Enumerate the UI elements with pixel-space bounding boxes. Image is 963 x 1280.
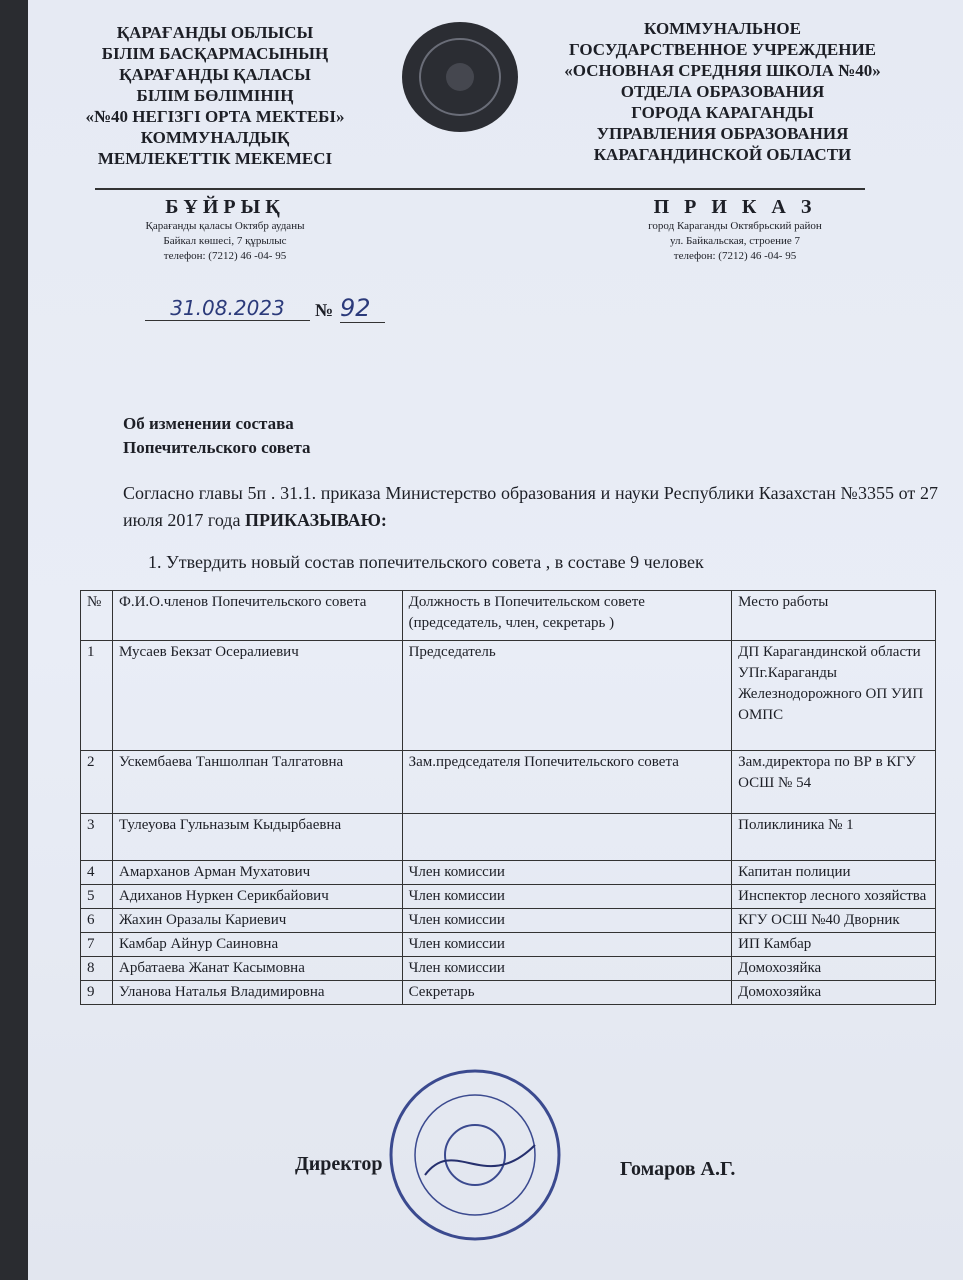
- cell: Зам.директора по ВР в КГУ ОСШ № 54: [732, 751, 936, 814]
- cell: Ускембаева Таншолпан Талгатовна: [112, 751, 402, 814]
- address-line: Қарағанды қаласы Октябр ауданы: [145, 220, 305, 232]
- address-line: город Караганды Октябрьский район: [648, 220, 822, 232]
- cell: [402, 814, 732, 861]
- cell: Член комиссии: [402, 957, 732, 981]
- kz-title-block: [100, 196, 350, 264]
- table-row: [81, 751, 936, 814]
- header-line: ҚАРАҒАНДЫ ОБЛЫСЫ: [116, 23, 314, 42]
- address-line: ул. Байкальская, строение 7: [669, 235, 800, 247]
- cell: Мусаев Бекзат Осералиевич: [112, 641, 402, 751]
- cell: Жахин Оразалы Кариевич: [112, 909, 402, 933]
- header-kz: [70, 22, 360, 169]
- address-line: телефон: (7212) 46 -04- 95: [163, 250, 287, 262]
- header-line: ГОРОДА КАРАГАНДЫ: [631, 103, 814, 122]
- cell: Зам.председателя Попечительского совета: [402, 751, 732, 814]
- header-line: БІЛІМ БӨЛІМІНІҢ: [136, 86, 294, 105]
- table-row: [81, 641, 936, 751]
- order-number-sign: №: [315, 300, 334, 320]
- header-line: КОММУНАЛЬНОЕ: [644, 19, 801, 38]
- cell: Поликлиника № 1: [732, 814, 936, 861]
- header-cell: Место работы: [732, 591, 936, 641]
- order-date-value: 31.08.2023: [170, 296, 285, 320]
- ru-title-block: [605, 196, 865, 264]
- cell: Адиханов Нуркен Серикбайович: [112, 885, 402, 909]
- council-table: [80, 590, 936, 1005]
- header-line: БІЛІМ БАСҚАРМАСЫНЫҢ: [101, 44, 329, 63]
- cell: 6: [81, 909, 113, 933]
- table-row: [81, 861, 936, 885]
- cell: ДП Карагандинской области УПг.Караганды Железнодорожного ОП УИП ОМПС: [732, 641, 936, 751]
- table-row: [81, 885, 936, 909]
- table-row: [81, 981, 936, 1005]
- cell: Секретарь: [402, 981, 732, 1005]
- subject-line: Попечительского совета: [123, 438, 311, 457]
- header-line: ОТДЕЛА ОБРАЗОВАНИЯ: [620, 82, 825, 101]
- header-cell: Должность в Попечительском совете (председатель, член, секретарь ): [402, 591, 732, 641]
- preamble: [123, 480, 938, 534]
- header-ru: [555, 18, 890, 165]
- cell: 2: [81, 751, 113, 814]
- cell: Член комиссии: [402, 885, 732, 909]
- cell: Арбатаева Жанат Касымовна: [112, 957, 402, 981]
- cell: Домохозяйка: [732, 981, 936, 1005]
- signature-name: Гомаров А.Г.: [620, 1158, 736, 1180]
- kz-title: БҰЙРЫҚ: [165, 196, 285, 218]
- ru-title: П Р И К А З: [653, 196, 817, 218]
- cell: Уланова Наталья Владимировна: [112, 981, 402, 1005]
- header-divider: [95, 188, 865, 190]
- header-cell: №: [81, 591, 113, 641]
- header-line: МЕМЛЕКЕТТІК МЕКЕМЕСІ: [97, 149, 333, 168]
- cell: ИП Камбар: [732, 933, 936, 957]
- order-number: [340, 294, 385, 323]
- cell: Член комиссии: [402, 933, 732, 957]
- preamble-text: Согласно главы 5п . 31.1. приказа Министерство образования и науки Республики Казахстан №3355 от 27 июля 2017 года: [123, 483, 938, 530]
- cell: 5: [81, 885, 113, 909]
- header-line: ГОСУДАРСТВЕННОЕ УЧРЕЖДЕНИЕ: [568, 40, 877, 59]
- preamble-order-word: ПРИКАЗЫВАЮ:: [244, 510, 387, 530]
- order-date: [145, 296, 310, 321]
- cell: Амарханов Арман Мухатович: [112, 861, 402, 885]
- cell: 3: [81, 814, 113, 861]
- cell: Домохозяйка: [732, 957, 936, 981]
- header-line: ҚАРАҒАНДЫ ҚАЛАСЫ: [119, 65, 311, 84]
- table-row: [81, 909, 936, 933]
- cell: 4: [81, 861, 113, 885]
- cell: Камбар Айнур Саиновна: [112, 933, 402, 957]
- official-stamp-icon: [385, 1065, 565, 1245]
- cell: Председатель: [402, 641, 732, 751]
- order-item-1: 1. Утвердить новый состав попечительского совета , в составе 9 человек: [148, 552, 704, 572]
- cell: 1: [81, 641, 113, 751]
- header-line: КАРАГАНДИНСКОЙ ОБЛАСТИ: [593, 145, 852, 164]
- header-line: «№40 НЕГІЗГІ ОРТА МЕКТЕБІ»: [85, 107, 345, 126]
- cell: Инспектор лесного хозяйства: [732, 885, 936, 909]
- table-row: [81, 957, 936, 981]
- subject-line: Об изменении состава: [123, 414, 294, 433]
- header-line: КОММУНАЛДЫҚ: [140, 128, 290, 147]
- header-line: УПРАВЛЕНИЯ ОБРАЗОВАНИЯ: [596, 124, 849, 143]
- cell: 8: [81, 957, 113, 981]
- address-line: Байкал көшесі, 7 құрылыс: [163, 235, 287, 247]
- table-row: [81, 933, 936, 957]
- cell: Член комиссии: [402, 861, 732, 885]
- cell: 9: [81, 981, 113, 1005]
- table-row: [81, 814, 936, 861]
- order-subject: [123, 412, 311, 460]
- table-header-row: [81, 591, 936, 641]
- header-line: «ОСНОВНАЯ СРЕДНЯЯ ШКОЛА №40»: [564, 61, 881, 80]
- cell: Капитан полиции: [732, 861, 936, 885]
- header-cell: Ф.И.О.членов Попечительского совета: [112, 591, 402, 641]
- address-line: телефон: (7212) 46 -04- 95: [673, 250, 797, 262]
- cell: 7: [81, 933, 113, 957]
- order-number-value: 92: [340, 294, 371, 322]
- cell: КГУ ОСШ №40 Дворник: [732, 909, 936, 933]
- cell: Член комиссии: [402, 909, 732, 933]
- cell: Тулеуова Гульназым Кыдырбаевна: [112, 814, 402, 861]
- signature-role: Директор: [295, 1153, 383, 1175]
- state-emblem-icon: [398, 20, 523, 135]
